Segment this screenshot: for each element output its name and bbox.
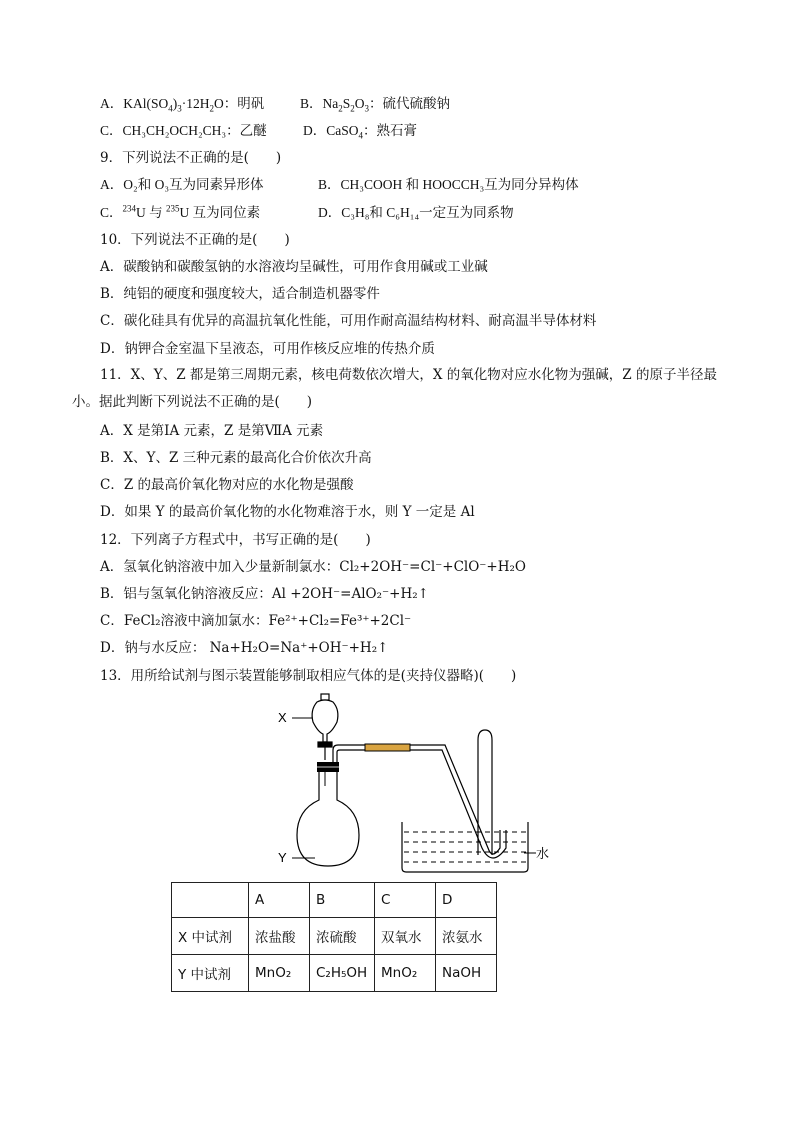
q10-option-b: B．纯铝的硬度和强度较大，适合制造机器零件 — [100, 286, 380, 302]
q9-option-b: B．CH₃COOH 和 HOOCCH₃互为同分异构体 — [318, 177, 579, 192]
q8-option-d: D．CaSO$_4$：熟石膏 — [303, 123, 418, 141]
table-cell: A — [249, 883, 310, 918]
q8-option-a: A．$KAl(SO_4)_3\cdot 12H_2O$：明矾 — [100, 96, 265, 114]
label-x: X — [278, 710, 287, 725]
separatory-funnel — [312, 694, 338, 760]
q11-option-a: A．X 是第ⅠA 元素，Z 是第ⅦA 元素 — [100, 423, 324, 439]
q8-option-b: B．$Na_2S_2O_3$：硫代硫酸钠 — [300, 96, 451, 114]
q12-option-b: B．铝与氢氧化钠溶液反应：Al +2OH⁻=AlO₂⁻+H₂↑ — [100, 586, 429, 602]
q11-option-b: B．X、Y、Z 三种元素的最高化合价依次升高 — [100, 450, 372, 466]
q12-option-d: D．钠与水反应： Na+H₂O=Na⁺+OH⁻+H₂↑ — [100, 640, 389, 656]
q11-option-c: C．Z 的最高价氧化物对应的水化物是强酸 — [100, 477, 354, 493]
reagent-table — [171, 882, 497, 992]
table-cell: C₂H₅OH — [310, 955, 375, 992]
table-row-header — [172, 883, 497, 918]
rubber-stopper — [317, 762, 339, 772]
table-cell: MnO₂ — [375, 955, 436, 992]
q12-option-a: A．氢氧化钠溶液中加入少量新制氯水：Cl₂+2OH⁻=Cl⁻+ClO⁻+H₂O — [100, 559, 526, 575]
table-cell: NaOH — [436, 955, 497, 992]
table-cell: C — [375, 883, 436, 918]
table-row-x — [172, 918, 497, 955]
label-water: 水 — [536, 847, 550, 862]
table-cell: 浓盐酸 — [249, 918, 310, 955]
table-cell: B — [310, 883, 375, 918]
q9-stem: 9．下列说法不正确的是( ) — [100, 150, 282, 166]
q9-option-a: A．O₂和 O₃互为同素异形体 — [100, 177, 264, 192]
q9-option-c: C．$^{234}$U 与 $^{235}$U 互为同位素 — [100, 203, 261, 220]
q10-option-c: C．碳化硅具有优异的高温抗氧化性能，可用作耐高温结构材料、耐高温半导体材料 — [100, 313, 597, 329]
q11-stem: 11．X、Y、Z 都是第三周期元素，核电荷数依次增大，X 的氧化物对应水化物为强碱，Z 的原子半径最小。据此判断下列说法不正确的是( ) — [72, 367, 717, 410]
q11-option-d: D．如果 Y 的最高价氧化物的水化物难溶于水，则 Y 一定是 Al — [100, 504, 475, 520]
table-cell: D — [436, 883, 497, 918]
table-cell: 双氧水 — [375, 918, 436, 955]
q12-stem: 12．下列离子方程式中，书写正确的是( ) — [100, 532, 371, 548]
q10-option-d: D．钠钾合金室温下呈液态，可用作核反应堆的传热介质 — [100, 341, 435, 357]
label-y: Y — [278, 850, 287, 865]
table-cell: 浓硫酸 — [310, 918, 375, 955]
gas-apparatus-diagram — [270, 690, 570, 885]
q12-option-c: C．FeCl₂溶液中滴加氯水：Fe²⁺+Cl₂=Fe³⁺+2Cl⁻ — [100, 613, 412, 629]
table-row-y — [172, 955, 497, 992]
q8-option-c: C．CH₃CH₂OCH₂CH₃：乙醚 — [100, 123, 267, 138]
water-level-lines — [404, 832, 526, 862]
table-cell: 浓氨水 — [436, 918, 497, 955]
round-bottom-flask — [297, 772, 359, 866]
table-cell: Y 中试剂 — [172, 955, 249, 992]
table-cell — [172, 883, 249, 918]
q10-option-a: A．碳酸钠和碳酸氢钠的水溶液均呈碱性，可用作食用碱或工业碱 — [100, 259, 488, 275]
table-cell: MnO₂ — [249, 955, 310, 992]
water-trough — [402, 822, 528, 872]
table-cell: X 中试剂 — [172, 918, 249, 955]
q9-option-d: D．C₃H₈和 C₆H₁₄一定互为同系物 — [318, 205, 514, 220]
rubber-connector — [365, 744, 410, 751]
q10-stem: 10．下列说法不正确的是( ) — [100, 232, 290, 248]
q13-stem: 13．用所给试剂与图示装置能够制取相应气体的是(夹持仪器略)( ) — [100, 668, 517, 684]
inverted-test-tube — [478, 730, 492, 855]
